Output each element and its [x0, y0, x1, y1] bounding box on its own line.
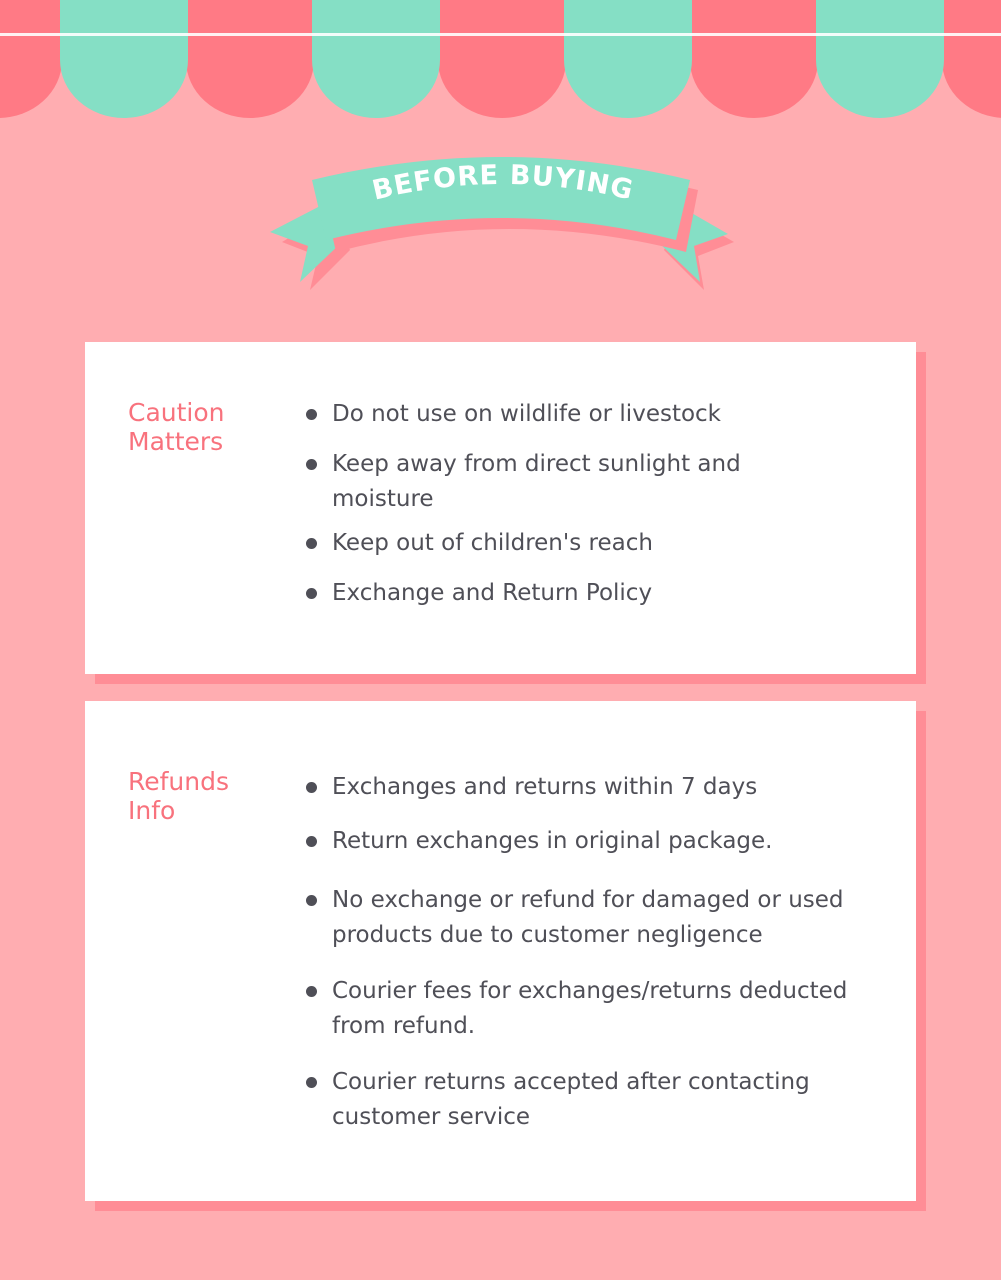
bullet-dot-icon: [306, 409, 317, 420]
bullet-dot-icon: [306, 588, 317, 599]
shop-awning: [0, 0, 1001, 125]
bullet-dot-icon: [306, 1077, 317, 1088]
bullet-dot-icon: [306, 895, 317, 906]
list-item: Exchange and Return Policy: [304, 576, 884, 611]
list-item: Courier returns accepted after contacting customer service: [304, 1065, 832, 1135]
list-item: No exchange or refund for damaged or used products due to customer negligence: [304, 883, 852, 953]
list-item: Do not use on wildlife or livestock: [304, 397, 884, 432]
list-item: Courier fees for exchanges/returns deducted from refund.: [304, 974, 852, 1044]
list-item: Exchanges and returns within 7 days: [304, 770, 884, 805]
list-item: Keep out of children's reach: [304, 526, 884, 561]
list-item: Return exchanges in original package.: [304, 824, 884, 859]
refunds-list: [304, 770, 884, 1156]
caution-card: [85, 342, 916, 674]
bullet-dot-icon: [306, 538, 317, 549]
refunds-title: Refunds Info: [128, 767, 230, 825]
ribbon-banner: [262, 150, 742, 300]
caution-title: Caution Matters: [128, 398, 225, 456]
banner-title: BEFORE BUYING: [369, 159, 637, 207]
bullet-dot-icon: [306, 986, 317, 997]
caution-list: [304, 397, 884, 626]
bullet-dot-icon: [306, 836, 317, 847]
refunds-card: [85, 701, 916, 1201]
bullet-dot-icon: [306, 459, 317, 470]
bullet-dot-icon: [306, 782, 317, 793]
list-item: Keep away from direct sunlight and moisture: [304, 447, 762, 517]
